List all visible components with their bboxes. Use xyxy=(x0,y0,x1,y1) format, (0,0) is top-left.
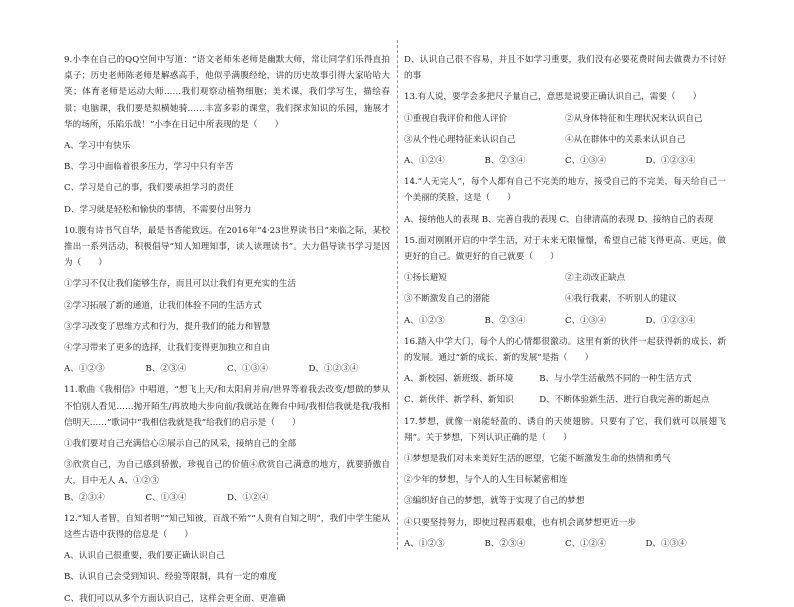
question-9-stem: 9.小李在自己的QQ空间中写道：“语文老师朱老师是幽默大师，常让同学们乐得直拍桌子；历史老师陈老师是解惑高手，他似乎满腹经纶，讲的历史故事引得大家哈哈大笑；体育老师是运动大师……我们观察动植物细胞；美术课，我们学写生，描绘春景；电脑课，我们要是拟横她骑……丰富多彩的课堂，我们探求知识的乐园，施展才华的场所，乐陷乐哉！”小李在日记中所表现的是（ ） xyxy=(64,55,390,130)
question-17-option-d: D、①③④ xyxy=(645,538,687,549)
question-10-statement-2: ②学习拓展了新的通道，让我们体验不同的生活方式 xyxy=(64,300,262,311)
question-16-option-d: D、不断体验新生活、进行自我完善的新起点 xyxy=(539,395,710,406)
question-13-statements-row-1 xyxy=(404,111,726,127)
question-15-stem: 15.面对刚刚开启的中学生活，对于未来无限憧憬，希望自己能飞得更高、更远，做更好的自己。做更好的自己就要（ ） xyxy=(404,235,726,263)
question-11-statements-3-4: ③欣赏自己，为自己感到骄傲，珍视自己的价值④欣赏自己满意的地方，就要骄傲自大，目中无人 A、①②③ xyxy=(64,460,390,487)
question-16-option-b: B、与小学生活截然不同的一种生活方式 xyxy=(539,374,692,385)
question-17-options xyxy=(404,536,726,552)
question-13-statement-3: ③从个性心理特征来认识自己 xyxy=(404,134,516,145)
question-12-option-b: B、认识自己会受到知识、经验等限制，具有一定的难度 xyxy=(64,572,277,583)
column-divider xyxy=(397,40,398,550)
question-15-statement-2: ②主动改正缺点 xyxy=(565,273,626,284)
question-13-option-b: B、②③④ xyxy=(484,156,526,167)
question-15-option-d: D、①②③④ xyxy=(645,315,696,326)
question-10-stem: 10.腹有诗书气自华，最是书香能致远。在2016年“4·23世界读书日”来临之际，某校推出一系列活动，积极倡导“知人知理知事，读人读理读书”。大力倡导读书学习是因为（ ） xyxy=(64,225,390,269)
question-10-option-d: D、①②③④ xyxy=(308,364,359,375)
question-13-stem: 13.有人说，要学会多把尺子量自己，意思是说要正确认识自己，需要（ ） xyxy=(404,92,702,103)
question-17-option-a: A、①②③ xyxy=(404,538,445,549)
question-13-statements-row-2 xyxy=(404,132,726,148)
question-11-option-d: D、①②④ xyxy=(227,492,269,503)
question-11-option-c: C、①③④ xyxy=(145,492,187,503)
question-16-option-c: C、新伙伴、新学科、新知识 xyxy=(404,395,514,406)
question-11-statements-1-2: ①我们要对自己充满信心②展示自己的风采，接纳自己的全部 xyxy=(64,439,297,450)
question-10-options xyxy=(64,361,390,377)
question-12-option-d: D、认识自己很不容易，并且不如学习重要，我们没有必要花费时间去做费力不讨好的事 xyxy=(404,55,726,82)
question-13-option-c: C、①③④ xyxy=(565,156,606,167)
question-13-option-d: D、①②③④ xyxy=(645,156,696,167)
question-15-option-c: C、①③④ xyxy=(565,315,606,326)
question-13-option-a: A、①②④ xyxy=(404,156,445,167)
question-16-options-row-2 xyxy=(404,392,726,408)
question-10-statement-4: ④学习带来了更多的选择，让我们变得更加独立和自由 xyxy=(64,343,271,354)
question-11-options xyxy=(64,490,390,506)
question-15-options xyxy=(404,313,726,329)
question-14-stem: 14.“人无完人”，每个人都有自己不完美的地方，接受自己的不完美，每天给自己一个美丽的笑脸，这是（ ） xyxy=(404,177,726,204)
question-15-statement-4: ④我行我素，不听别人的建议 xyxy=(565,294,677,305)
question-10-option-b: B、②③④ xyxy=(145,364,187,375)
left-column xyxy=(64,52,390,607)
question-17-option-c: C、①②④ xyxy=(565,538,606,549)
question-12-option-c: C、我们可以从多个方面认识自己，这样会更全面、更准确 xyxy=(64,593,286,604)
question-17-statement-4: ④只要坚持努力，即使过程再艰难，也有机会离梦想更近一步 xyxy=(404,517,637,528)
question-16-option-a: A、新校园、新班级、新环境 xyxy=(404,374,514,385)
question-15-statements-row-2 xyxy=(404,291,726,307)
question-9-option-a: A、学习中有快乐 xyxy=(64,141,131,152)
question-13-options xyxy=(404,153,726,169)
question-12-option-a: A、认识自己很重要，我们要正确认识自己 xyxy=(64,551,225,562)
question-16-options-row-1 xyxy=(404,371,726,387)
question-15-statement-3: ③不断激发自己的潜能 xyxy=(404,294,490,305)
question-17-option-b: B、②③④ xyxy=(484,538,526,549)
question-11-stem: 11.歌曲《我相信》中唱道，“想飞上天/和太阳肩并肩/世界等着我去改变/想做的梦从不怕别人看见……抛开陌生/再放地大步向前/我就站在舞台中间/我相信我就是我/我相信明天……”歌词中“我相信我就是我”给我们的启示是（ ） xyxy=(64,385,390,428)
question-9-option-b: B、学习中面临着很多压力，学习中只有辛苦 xyxy=(64,162,234,173)
question-10-statement-1: ①学习不仅让我们能够生存，而且可以让我们有更充实的生活 xyxy=(64,279,297,290)
question-17-statement-3: ③编织好自己的梦想，就等于实现了自己的梦想 xyxy=(404,496,585,507)
question-15-statements-row-1 xyxy=(404,270,726,286)
question-10-statement-3: ③学习改变了思维方式和行为，提升我们的能力和智慧 xyxy=(64,321,271,332)
question-10-option-a: A、①②③ xyxy=(64,364,105,375)
question-10-option-c: C、①③④ xyxy=(227,364,268,375)
question-14-options: A、接纳他人的表现 B、完善自我的表现 C、自律清高的表现 D、接纳自己的表现 xyxy=(404,214,714,225)
question-12-stem: 12.“知人者智，自知者明”“知己知彼，百战不殆”“人贵有自知之明”，我们中学生能从这些古语中获得的信息是（ ） xyxy=(64,513,390,541)
question-13-statement-4: ④从在群体中的关系来认识自己 xyxy=(565,134,686,145)
question-11-option-b: B、②③④ xyxy=(64,492,105,503)
question-17-statement-1: ①梦想是我们对未来美好生活的愿望，它能不断激发生命的热情和勇气 xyxy=(404,454,671,465)
question-13-statement-1: ①重视自我评价和他人评价 xyxy=(404,113,508,124)
question-15-option-b: B、②③④ xyxy=(484,315,526,326)
question-16-stem: 16.踏入中学大门，每个人的心情都很激动。这里有新的伙伴一起获得新的成长、新的发展。通过“新的成长、新的发展”是指（ ） xyxy=(404,336,726,364)
question-15-statement-1: ①扬长避短 xyxy=(404,273,447,284)
question-9-option-d: D、学习就是轻松和愉快的事情，不需要付出努力 xyxy=(64,204,252,215)
question-17-stem: 17.梦想，就像一扇能轻盈的、诱自的天使翅膀。只要有了它，我们就可以展翅飞翔”。关于梦想，下列认识正确的是（ ） xyxy=(404,416,726,443)
right-column xyxy=(404,52,726,552)
question-13-statement-2: ②从身体特征和生理状况来认识自己 xyxy=(565,113,703,124)
question-9-option-c: C、学习是自己的事，我们要承担学习的责任 xyxy=(64,183,234,194)
question-15-option-a: A、①②③ xyxy=(404,315,445,326)
question-17-statement-2: ②少年的梦想，与个人的人生目标紧密相连 xyxy=(404,475,568,486)
